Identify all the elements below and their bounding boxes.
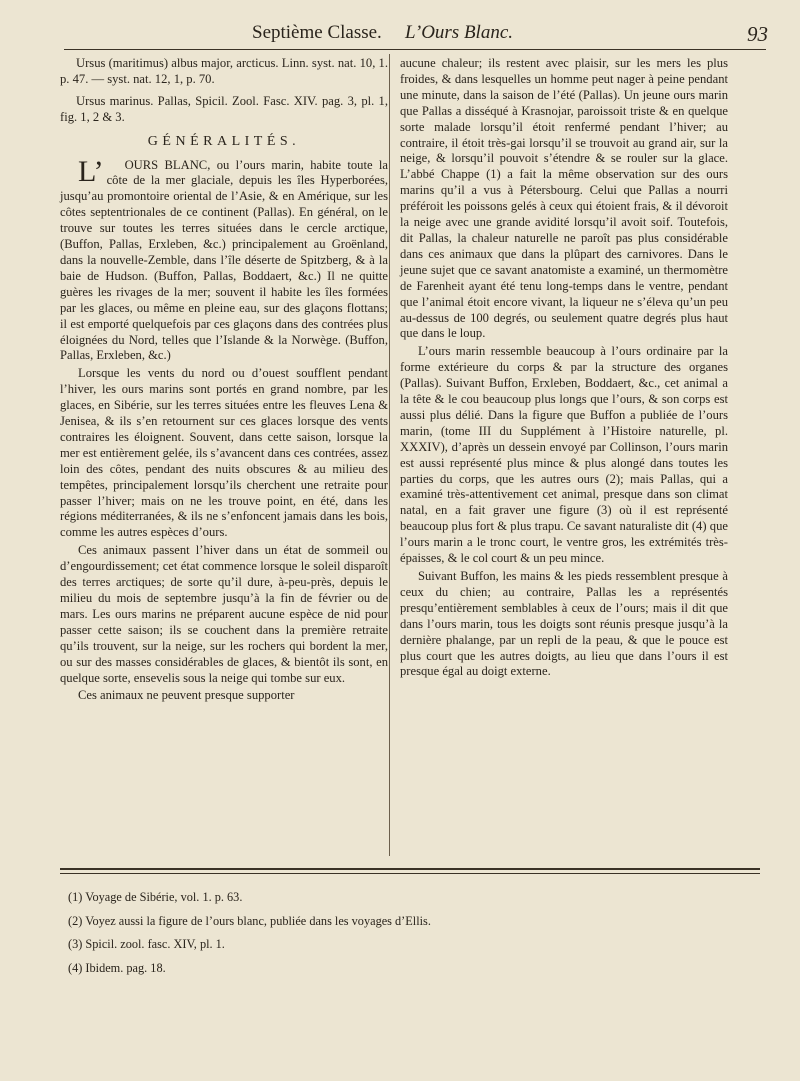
header-chapter-title: L’Ours Blanc. [405,22,514,43]
paragraph-winds: Lorsque les vents du nord ou d’ouest soufflent pendant l’hiver, les ours marins sont portés en grand nombre, par les glaces, en Sibérie, sur les terres situées entre les fleuves Lena & Jenisea, & ils s’en retournent sur ces glaces lorsque des vents contraires les éloignent. Souvent, dans cette saison, lorsque la mer est entièrement gelée, ils s’avancent dans ces contrées, assez loin des côtes, pendant des nuits obscures & au milieu des tempêtes, principalement lorsqu’ils cherchent une retraite pour passer l’hiver; mais on ne les trouve point, en été, dans les régions méditerranées, & ils ne s’enfoncent jamais dans les bois, comme les autres espèces d’ours. [60,366,388,540]
footnote-rule-thick [60,868,760,870]
footnote-4: (4) Ibidem. pag. 18. [68,960,166,975]
paragraph-anatomy: L’ours marin ressemble beaucoup à l’ours ordinaire par la forme extérieure du corps & par la structure des organes (Pallas). Suivant Buffon, Erxleben, Boddaert, &c., cet animal a la tête & le cou beaucoup plus longs que l’ours, & son corps est aussi plus délié. Dans la figure que Buffon a publiée de l’ours marin, (tome III du Supplément à l’Histoire naturelle, pl. XXXIV), d’après un dessein envoyé par Collinson, l’ours marin est aussi représenté plus mince & plus alongé dans toutes les parties du corps, que les autres ours (2); mais Pallas, qui a examiné très-attentivement cet animal, presque dans son climat natal, en a fait graver une figure (3) où il est représenté beaucoup plus fort & plus trapu. Ce savant naturaliste dit (4) que l’ours marin a le tronc court, le ventre gros, les extrémités très-épaisses, & le col court & un peu mince. [400,344,728,566]
footnotes [68,886,748,980]
paragraph-habitat: L’OURS BLANC, ou l’ours marin, habite toute la côte de la mer glaciale, depuis les îles Hyperborées, jusqu’au promontoire oriental de l’Asie, & en Amérique, sur les côtes septentrionales de ce continent (Pallas). En général, on le trouve sur toutes les terres situées dans le cercle arctique, (Buffon, Pallas, Erxleben, &c.) principalement au Groënland, dans la nouvelle-Zemble, dans l’île déserte de Spitzberg, & à la baie de Hudson. (Buffon, Pallas, Boddaert, &c.) Il ne quitte guères les rivages de la mer; souvent il habite les îles formées par les glaces, ou même en pleine eau, sur des glaçons flottans; il est emporté quelquefois par ces glaçons dans des contrées plus éloignées du Nord, telles que l’Islande & la Norwège. (Buffon, Pallas, Erxleben, &c.) [60,154,388,363]
page-number: 93 [747,22,768,46]
running-header [60,22,780,48]
header-rule [64,49,766,50]
paragraph-heat-continued: aucune chaleur; ils restent avec plaisir, sur les mers les plus froides, & dans lesquelles un homme peut nager à peine pendant une minute, dans la saison de l’été (Pallas). Un jeune ours marin que Pallas a disséqué à Krasnojar, paroissoit triste & en quelque sorte malade lorsqu’il étoit renfermé pendant l’hiver; au contraire, il étoit très-gai lorsqu’il se trouvoit au grand air, sur la neige, & lorsqu’il pouvoit s’étendre & se rouler sur la glace. L’abbé Chappe (1) a fait la même observation sur des ours marins qu’il a vus à Pétersbourg. Celui que Pallas a nourri préféroit les poissons gelés à ceux qui étoient frais, & il dévoroit la neige avec une grande avidité lorsqu’il avoit soif. Toutefois, dit Pallas, la chaleur naturelle ne paroît pas plus considérable dans ces animaux que dans la plûpart des carnivores. Dans le jeune sujet que ce savant anatomiste a examiné, un thermomètre de Farenheit ayant été tenu long-temps dans le ventre, pendant que l’animal étoit encore vivant, la liqueur ne s’éleva qu’un peu au-dessus de 100 degrés, ou seulement quatre degrés plus haut que dans le loup. [400,56,728,341]
paragraph-paws: Suivant Buffon, les mains & les pieds ressemblent presque à ceux du chien; au contraire, Pallas les a représentés presqu’entièrement semblables à ceux de l’ours; mais il dit que dans l’ours marin, tous les doigts sont réunis presque jusqu’à la dernière phalange, par un repli de la peau, & que le pouce est plus court que les autres doigts, au lieu que dans l’ours il est presque égal au doigt externe. [400,569,728,679]
paragraph-hibernation: Ces animaux passent l’hiver dans un état de sommeil ou d’engourdissement; cet état commence lorsque le soleil disparoît des terres arctiques; de sorte qu’il dure, à-peu-près, depuis le milieu du mois de septembre jusqu’à la fin de février ou de mars. Les ours marins ne préparent aucune espèce de nid pour passer cette saison; ils se couchent dans la première retraite qu’ils trouvent, sur la neige, sur les rochers qui bordent la mer, ou sur des masses considérables de glaces, & bientôt ils sont, en quelque sorte, ensevelis sous la neige qui tombe sur eux. [60,543,388,685]
footnote-1: (1) Voyage de Sibérie, vol. 1. p. 63. [68,890,243,904]
header-class-name: Septième Classe. [252,22,382,43]
footnote-2: (2) Voyez aussi la figure de l’ours blanc, publiée dans les voyages d’Ellis. [68,913,431,928]
section-heading: GÉNÉRALITÉS. [147,133,301,149]
left-column [60,56,388,706]
footnote-3: (3) Spicil. zool. fasc. XIV, pl. 1. [68,937,225,951]
footnote-rule-thin [60,873,760,874]
synonymy-pallas: Ursus marinus. Pallas, Spicil. Zool. Fasc. XIV. pag. 3, pl. 1, fig. 1, 2 & 3. [60,93,388,124]
right-column [400,56,728,682]
paragraph-heat-start: Ces animaux ne peuvent presque supporter [78,688,295,703]
column-divider [389,54,390,856]
synonymy-linnaeus: Ursus (maritimus) albus major, arcticus. Linn. syst. nat. 10, 1. p. 47. — syst. nat. 12, 1, p. 70. [60,56,388,86]
